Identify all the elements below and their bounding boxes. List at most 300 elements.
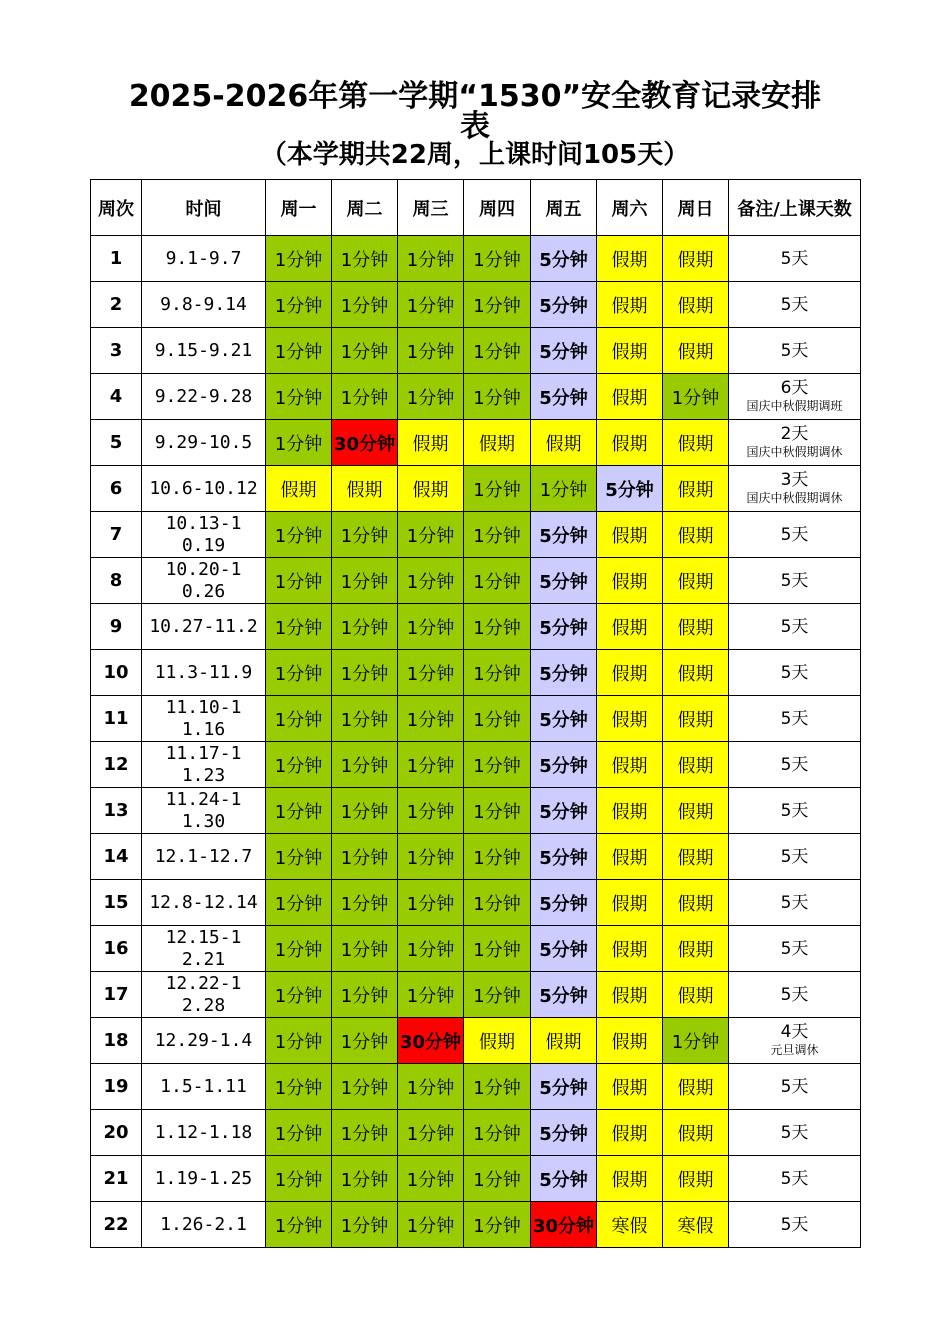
note-cell [729, 1018, 861, 1064]
day-cell-mon: 1分钟 [266, 1110, 332, 1156]
day-cell-mon: 1分钟 [266, 1156, 332, 1202]
day-cell-fri: 5分钟 [531, 1156, 597, 1202]
day-cell-thu: 1分钟 [464, 236, 531, 282]
week-number: 2 [91, 282, 142, 328]
class-days: 2天 [780, 423, 809, 444]
day-cell-thu: 1分钟 [464, 1064, 531, 1110]
class-days: 5天 [780, 662, 809, 683]
day-cell-sun: 1分钟 [663, 374, 729, 420]
day-cell-sat: 假期 [597, 558, 663, 604]
note-cell [729, 1202, 861, 1248]
day-cell-sun: 假期 [663, 650, 729, 696]
table-row [91, 1064, 861, 1110]
day-cell-fri: 5分钟 [531, 972, 597, 1018]
table-row [91, 512, 861, 558]
day-cell-fri: 1分钟 [531, 466, 597, 512]
day-cell-mon: 1分钟 [266, 742, 332, 788]
date-range-text: 10.20-10.26 [165, 558, 242, 602]
table-row [91, 236, 861, 282]
day-cell-sat: 假期 [597, 604, 663, 650]
day-cell-sat: 假期 [597, 328, 663, 374]
day-cell-thu: 1分钟 [464, 742, 531, 788]
class-days: 5天 [780, 1076, 809, 1097]
date-range [142, 972, 266, 1018]
table-row [91, 328, 861, 374]
week-number: 13 [91, 788, 142, 834]
date-range [142, 466, 266, 512]
date-range-text: 1.12-1.18 [154, 1121, 253, 1143]
day-cell-tue: 1分钟 [332, 1110, 398, 1156]
day-cell-fri: 5分钟 [531, 742, 597, 788]
day-cell-thu: 1分钟 [464, 558, 531, 604]
day-cell-sun: 假期 [663, 972, 729, 1018]
day-cell-sun: 假期 [663, 236, 729, 282]
day-cell-mon: 1分钟 [266, 604, 332, 650]
day-cell-wed: 假期 [398, 420, 464, 466]
day-cell-sat: 假期 [597, 374, 663, 420]
table-row [91, 1110, 861, 1156]
day-cell-wed: 1分钟 [398, 282, 464, 328]
date-range [142, 512, 266, 558]
header-fri: 周五 [531, 180, 597, 236]
day-cell-sun: 假期 [663, 880, 729, 926]
date-range-text: 1.19-1.25 [154, 1167, 253, 1189]
date-range-text: 9.22-9.28 [154, 385, 253, 407]
day-cell-sun: 假期 [663, 558, 729, 604]
day-cell-thu: 1分钟 [464, 512, 531, 558]
day-cell-sat: 假期 [597, 696, 663, 742]
day-cell-sun: 假期 [663, 834, 729, 880]
day-cell-sat: 5分钟 [597, 466, 663, 512]
day-cell-sun: 假期 [663, 512, 729, 558]
table-row [91, 282, 861, 328]
day-cell-sat: 假期 [597, 788, 663, 834]
week-number: 12 [91, 742, 142, 788]
day-cell-wed: 30分钟 [398, 1018, 464, 1064]
note-cell [729, 282, 861, 328]
class-days: 5天 [780, 524, 809, 545]
table-row [91, 558, 861, 604]
date-range [142, 558, 266, 604]
day-cell-sun: 假期 [663, 788, 729, 834]
date-range [142, 1018, 266, 1064]
day-cell-wed: 1分钟 [398, 972, 464, 1018]
day-cell-fri: 5分钟 [531, 604, 597, 650]
week-number: 6 [91, 466, 142, 512]
note-cell [729, 972, 861, 1018]
day-cell-fri: 5分钟 [531, 1064, 597, 1110]
schedule-body [91, 236, 861, 1248]
note-remark: 国庆中秋假期调休 [746, 490, 843, 505]
note-cell [729, 328, 861, 374]
date-range [142, 328, 266, 374]
day-cell-wed: 1分钟 [398, 604, 464, 650]
day-cell-tue: 1分钟 [332, 1064, 398, 1110]
date-range-text: 11.24-11.30 [165, 788, 242, 832]
date-range-text: 9.1-9.7 [165, 247, 242, 269]
week-number: 1 [91, 236, 142, 282]
date-range-text: 11.17-11.23 [165, 742, 242, 786]
class-days: 4天 [780, 1021, 809, 1042]
day-cell-fri: 30分钟 [531, 1202, 597, 1248]
day-cell-wed: 1分钟 [398, 328, 464, 374]
date-range [142, 650, 266, 696]
day-cell-mon: 1分钟 [266, 788, 332, 834]
day-cell-sun: 假期 [663, 1156, 729, 1202]
header-wed: 周三 [398, 180, 464, 236]
day-cell-mon: 1分钟 [266, 1064, 332, 1110]
day-cell-mon: 1分钟 [266, 926, 332, 972]
day-cell-fri: 假期 [531, 420, 597, 466]
date-range [142, 1110, 266, 1156]
date-range [142, 420, 266, 466]
note-cell [729, 834, 861, 880]
day-cell-mon: 1分钟 [266, 696, 332, 742]
table-row [91, 834, 861, 880]
day-cell-sun: 假期 [663, 282, 729, 328]
date-range-text: 12.22-12.28 [165, 972, 242, 1016]
day-cell-sat: 假期 [597, 972, 663, 1018]
day-cell-wed: 1分钟 [398, 788, 464, 834]
week-number: 10 [91, 650, 142, 696]
day-cell-tue: 1分钟 [332, 1202, 398, 1248]
day-cell-mon: 1分钟 [266, 1202, 332, 1248]
day-cell-fri: 5分钟 [531, 880, 597, 926]
day-cell-fri: 5分钟 [531, 696, 597, 742]
day-cell-wed: 1分钟 [398, 1156, 464, 1202]
date-range [142, 1156, 266, 1202]
note-cell [729, 604, 861, 650]
date-range-text: 10.27-11.2 [149, 615, 258, 637]
day-cell-sat: 假期 [597, 1064, 663, 1110]
week-number: 19 [91, 1064, 142, 1110]
note-cell [729, 1110, 861, 1156]
day-cell-mon: 1分钟 [266, 880, 332, 926]
note-cell [729, 1064, 861, 1110]
note-cell [729, 926, 861, 972]
note-cell [729, 1156, 861, 1202]
note-cell [729, 788, 861, 834]
day-cell-thu: 假期 [464, 420, 531, 466]
day-cell-thu: 1分钟 [464, 282, 531, 328]
day-cell-wed: 1分钟 [398, 558, 464, 604]
day-cell-thu: 1分钟 [464, 650, 531, 696]
header-week: 周次 [91, 180, 142, 236]
date-range-text: 9.29-10.5 [154, 431, 253, 453]
table-row [91, 926, 861, 972]
day-cell-fri: 5分钟 [531, 926, 597, 972]
day-cell-tue: 30分钟 [332, 420, 398, 466]
class-days: 5天 [780, 570, 809, 591]
week-number: 16 [91, 926, 142, 972]
note-cell [729, 742, 861, 788]
week-number: 4 [91, 374, 142, 420]
week-number: 5 [91, 420, 142, 466]
date-range [142, 1202, 266, 1248]
day-cell-tue: 1分钟 [332, 374, 398, 420]
week-number: 15 [91, 880, 142, 926]
table-row [91, 1018, 861, 1064]
week-number: 8 [91, 558, 142, 604]
day-cell-tue: 1分钟 [332, 788, 398, 834]
day-cell-fri: 5分钟 [531, 834, 597, 880]
day-cell-mon: 假期 [266, 466, 332, 512]
class-days: 5天 [780, 846, 809, 867]
page-title [90, 70, 860, 144]
date-range-text: 12.8-12.14 [149, 891, 258, 913]
day-cell-fri: 5分钟 [531, 650, 597, 696]
day-cell-tue: 假期 [332, 466, 398, 512]
day-cell-mon: 1分钟 [266, 834, 332, 880]
note-cell [729, 696, 861, 742]
day-cell-fri: 5分钟 [531, 236, 597, 282]
date-range [142, 696, 266, 742]
date-range [142, 282, 266, 328]
day-cell-sun: 假期 [663, 1110, 729, 1156]
day-cell-thu: 1分钟 [464, 788, 531, 834]
class-days: 5天 [780, 892, 809, 913]
class-days: 5天 [780, 248, 809, 269]
day-cell-wed: 1分钟 [398, 650, 464, 696]
day-cell-sat: 假期 [597, 880, 663, 926]
table-row [91, 650, 861, 696]
week-number: 14 [91, 834, 142, 880]
day-cell-tue: 1分钟 [332, 1156, 398, 1202]
day-cell-thu: 1分钟 [464, 1156, 531, 1202]
class-days: 5天 [780, 1168, 809, 1189]
day-cell-tue: 1分钟 [332, 1018, 398, 1064]
day-cell-sun: 假期 [663, 696, 729, 742]
table-row [91, 788, 861, 834]
day-cell-mon: 1分钟 [266, 558, 332, 604]
date-range-text: 10.13-10.19 [165, 512, 242, 556]
date-range-text: 12.29-1.4 [154, 1029, 253, 1051]
class-days: 5天 [780, 754, 809, 775]
header-date: 时间 [142, 180, 266, 236]
day-cell-wed: 1分钟 [398, 374, 464, 420]
date-range [142, 788, 266, 834]
day-cell-fri: 5分钟 [531, 788, 597, 834]
day-cell-mon: 1分钟 [266, 420, 332, 466]
day-cell-sat: 假期 [597, 834, 663, 880]
header-sun: 周日 [663, 180, 729, 236]
day-cell-fri: 5分钟 [531, 328, 597, 374]
day-cell-thu: 1分钟 [464, 926, 531, 972]
day-cell-sun: 假期 [663, 926, 729, 972]
table-row [91, 374, 861, 420]
week-number: 22 [91, 1202, 142, 1248]
day-cell-thu: 1分钟 [464, 880, 531, 926]
day-cell-tue: 1分钟 [332, 972, 398, 1018]
day-cell-sun: 假期 [663, 604, 729, 650]
day-cell-sun: 假期 [663, 1064, 729, 1110]
day-cell-tue: 1分钟 [332, 880, 398, 926]
title-line-2: 表 [460, 109, 490, 144]
day-cell-tue: 1分钟 [332, 604, 398, 650]
class-days: 5天 [780, 800, 809, 821]
day-cell-tue: 1分钟 [332, 834, 398, 880]
week-number: 20 [91, 1110, 142, 1156]
note-cell [729, 512, 861, 558]
page-subtitle: （本学期共22周，上课时间105天） [260, 140, 690, 170]
day-cell-wed: 1分钟 [398, 926, 464, 972]
day-cell-wed: 1分钟 [398, 742, 464, 788]
class-days: 5天 [780, 294, 809, 315]
table-row [91, 742, 861, 788]
day-cell-mon: 1分钟 [266, 512, 332, 558]
table-row [91, 880, 861, 926]
day-cell-tue: 1分钟 [332, 282, 398, 328]
day-cell-wed: 1分钟 [398, 512, 464, 558]
day-cell-mon: 1分钟 [266, 328, 332, 374]
day-cell-tue: 1分钟 [332, 696, 398, 742]
week-number: 21 [91, 1156, 142, 1202]
date-range [142, 834, 266, 880]
day-cell-tue: 1分钟 [332, 512, 398, 558]
table-row [91, 1202, 861, 1248]
note-cell [729, 420, 861, 466]
day-cell-fri: 5分钟 [531, 558, 597, 604]
day-cell-mon: 1分钟 [266, 236, 332, 282]
note-cell [729, 236, 861, 282]
day-cell-sat: 假期 [597, 282, 663, 328]
day-cell-mon: 1分钟 [266, 1018, 332, 1064]
date-range-text: 10.6-10.12 [149, 477, 258, 499]
class-days: 5天 [780, 340, 809, 361]
date-range-text: 9.8-9.14 [160, 293, 247, 315]
day-cell-sun: 1分钟 [663, 1018, 729, 1064]
day-cell-thu: 1分钟 [464, 1202, 531, 1248]
day-cell-wed: 1分钟 [398, 696, 464, 742]
day-cell-mon: 1分钟 [266, 650, 332, 696]
day-cell-thu: 1分钟 [464, 374, 531, 420]
day-cell-sat: 假期 [597, 512, 663, 558]
day-cell-thu: 1分钟 [464, 834, 531, 880]
table-row [91, 466, 861, 512]
date-range [142, 236, 266, 282]
day-cell-sat: 假期 [597, 1018, 663, 1064]
header-row [91, 180, 861, 236]
day-cell-thu: 假期 [464, 1018, 531, 1064]
day-cell-mon: 1分钟 [266, 374, 332, 420]
day-cell-mon: 1分钟 [266, 282, 332, 328]
day-cell-sun: 假期 [663, 328, 729, 374]
day-cell-sun: 假期 [663, 466, 729, 512]
day-cell-fri: 5分钟 [531, 374, 597, 420]
day-cell-tue: 1分钟 [332, 328, 398, 374]
date-range [142, 374, 266, 420]
day-cell-wed: 假期 [398, 466, 464, 512]
note-cell [729, 558, 861, 604]
class-days: 5天 [780, 938, 809, 959]
table-row [91, 604, 861, 650]
day-cell-tue: 1分钟 [332, 558, 398, 604]
day-cell-wed: 1分钟 [398, 236, 464, 282]
table-row [91, 420, 861, 466]
date-range-text: 9.15-9.21 [154, 339, 253, 361]
day-cell-fri: 5分钟 [531, 512, 597, 558]
note-cell [729, 650, 861, 696]
note-cell [729, 374, 861, 420]
header-mon: 周一 [266, 180, 332, 236]
table-row [91, 696, 861, 742]
note-cell [729, 466, 861, 512]
class-days: 6天 [780, 377, 809, 398]
header-sat: 周六 [597, 180, 663, 236]
day-cell-fri: 5分钟 [531, 282, 597, 328]
class-days: 5天 [780, 1214, 809, 1235]
day-cell-thu: 1分钟 [464, 696, 531, 742]
note-remark: 国庆中秋假期调班 [746, 398, 843, 413]
week-number: 11 [91, 696, 142, 742]
day-cell-mon: 1分钟 [266, 972, 332, 1018]
day-cell-thu: 1分钟 [464, 972, 531, 1018]
date-range [142, 1064, 266, 1110]
day-cell-tue: 1分钟 [332, 236, 398, 282]
table-row [91, 1156, 861, 1202]
day-cell-wed: 1分钟 [398, 1110, 464, 1156]
day-cell-sun: 假期 [663, 742, 729, 788]
week-number: 9 [91, 604, 142, 650]
day-cell-sat: 假期 [597, 1110, 663, 1156]
day-cell-tue: 1分钟 [332, 742, 398, 788]
class-days: 3天 [780, 469, 809, 490]
day-cell-tue: 1分钟 [332, 650, 398, 696]
day-cell-thu: 1分钟 [464, 604, 531, 650]
day-cell-sat: 假期 [597, 1156, 663, 1202]
schedule-table [90, 179, 861, 1248]
day-cell-fri: 5分钟 [531, 1110, 597, 1156]
date-range [142, 604, 266, 650]
day-cell-sat: 假期 [597, 236, 663, 282]
day-cell-fri: 假期 [531, 1018, 597, 1064]
week-number: 18 [91, 1018, 142, 1064]
day-cell-sun: 假期 [663, 420, 729, 466]
note-remark: 国庆中秋假期调休 [746, 444, 843, 459]
note-cell [729, 880, 861, 926]
date-range [142, 926, 266, 972]
header-note: 备注/上课天数 [729, 180, 861, 236]
week-number: 17 [91, 972, 142, 1018]
day-cell-sat: 假期 [597, 420, 663, 466]
day-cell-tue: 1分钟 [332, 926, 398, 972]
title-line-1: 2025-2026年第一学期“1530”安全教育记录安排 [128, 79, 822, 114]
date-range [142, 742, 266, 788]
day-cell-sat: 假期 [597, 742, 663, 788]
day-cell-wed: 1分钟 [398, 1064, 464, 1110]
class-days: 5天 [780, 708, 809, 729]
day-cell-sat: 假期 [597, 650, 663, 696]
class-days: 5天 [780, 984, 809, 1005]
day-cell-sat: 假期 [597, 926, 663, 972]
date-range-text: 11.3-11.9 [154, 661, 253, 683]
week-number: 3 [91, 328, 142, 374]
day-cell-thu: 1分钟 [464, 466, 531, 512]
week-number: 7 [91, 512, 142, 558]
header-thu: 周四 [464, 180, 531, 236]
date-range-text: 11.10-11.16 [165, 696, 242, 740]
class-days: 5天 [780, 1122, 809, 1143]
day-cell-wed: 1分钟 [398, 880, 464, 926]
date-range [142, 880, 266, 926]
day-cell-wed: 1分钟 [398, 834, 464, 880]
date-range-text: 12.15-12.21 [165, 926, 242, 970]
date-range-text: 1.26-2.1 [160, 1213, 247, 1235]
class-days: 5天 [780, 616, 809, 637]
date-range-text: 12.1-12.7 [154, 845, 253, 867]
day-cell-thu: 1分钟 [464, 328, 531, 374]
day-cell-sat: 寒假 [597, 1202, 663, 1248]
